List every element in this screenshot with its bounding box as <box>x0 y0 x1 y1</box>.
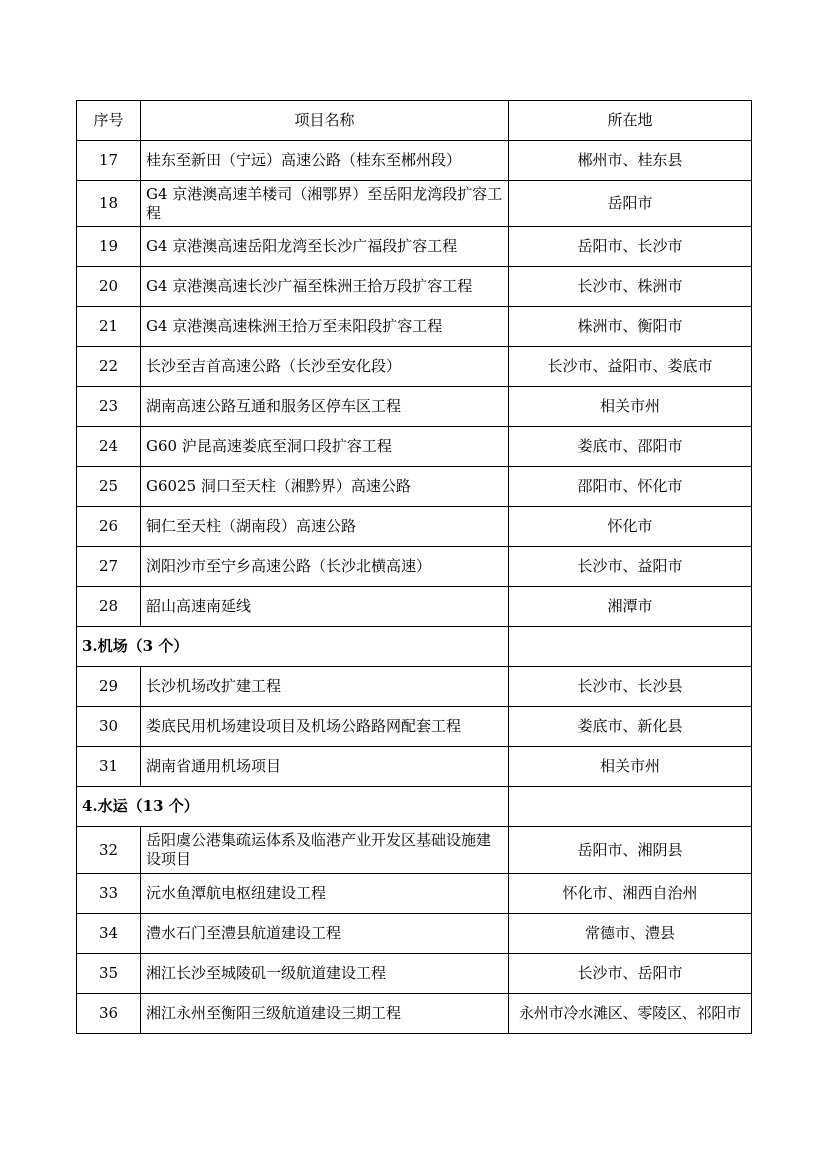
row-name: 湖南高速公路互通和服务区停车区工程 <box>141 387 509 427</box>
row-name: G6025 洞口至天柱（湘黔界）高速公路 <box>141 467 509 507</box>
row-name: G4 京港澳高速长沙广福至株洲王拾万段扩容工程 <box>141 267 509 307</box>
table-row <box>77 914 752 954</box>
section-title-airport: 3.机场（3 个） <box>77 627 509 667</box>
table-row <box>77 994 752 1034</box>
row-location: 湘潭市 <box>509 587 752 627</box>
table-row <box>77 227 752 267</box>
row-name: 湖南省通用机场项目 <box>141 747 509 787</box>
row-location: 永州市冷水滩区、零陵区、祁阳市 <box>509 994 752 1034</box>
section-empty-cell <box>509 787 752 827</box>
row-num: 31 <box>77 747 141 787</box>
section-title-water: 4.水运（13 个） <box>77 787 509 827</box>
row-location: 岳阳市、长沙市 <box>509 227 752 267</box>
table-row <box>77 181 752 227</box>
row-location: 岳阳市 <box>509 181 752 227</box>
row-num: 23 <box>77 387 141 427</box>
row-num: 26 <box>77 507 141 547</box>
table-row <box>77 747 752 787</box>
table-row <box>77 954 752 994</box>
row-name: 铜仁至天柱（湖南段）高速公路 <box>141 507 509 547</box>
row-location: 怀化市、湘西自治州 <box>509 874 752 914</box>
table-row <box>77 707 752 747</box>
row-num: 19 <box>77 227 141 267</box>
row-name: 长沙至吉首高速公路（长沙至安化段） <box>141 347 509 387</box>
row-num: 36 <box>77 994 141 1034</box>
row-name: 湘江长沙至城陵矶一级航道建设工程 <box>141 954 509 994</box>
row-num: 22 <box>77 347 141 387</box>
section-empty-cell <box>509 627 752 667</box>
row-num: 29 <box>77 667 141 707</box>
row-location: 相关市州 <box>509 747 752 787</box>
table-row <box>77 387 752 427</box>
section-row-water <box>77 787 752 827</box>
row-location: 相关市州 <box>509 387 752 427</box>
header-num: 序号 <box>77 101 141 141</box>
table-body <box>77 141 752 1034</box>
row-location: 郴州市、桂东县 <box>509 141 752 181</box>
row-name: 浏阳沙市至宁乡高速公路（长沙北横高速） <box>141 547 509 587</box>
table-row <box>77 587 752 627</box>
table-header <box>77 101 752 141</box>
row-location: 长沙市、长沙县 <box>509 667 752 707</box>
table-row <box>77 307 752 347</box>
row-num: 28 <box>77 587 141 627</box>
row-location: 长沙市、益阳市、娄底市 <box>509 347 752 387</box>
row-location: 娄底市、邵阳市 <box>509 427 752 467</box>
row-name: 长沙机场改扩建工程 <box>141 667 509 707</box>
row-location: 长沙市、岳阳市 <box>509 954 752 994</box>
table-row <box>77 347 752 387</box>
table-row <box>77 141 752 181</box>
row-location: 邵阳市、怀化市 <box>509 467 752 507</box>
row-location: 岳阳市、湘阴县 <box>509 827 752 874</box>
table-row <box>77 507 752 547</box>
row-name: G4 京港澳高速岳阳龙湾至长沙广福段扩容工程 <box>141 227 509 267</box>
row-num: 18 <box>77 181 141 227</box>
row-name: 韶山高速南延线 <box>141 587 509 627</box>
table-row <box>77 547 752 587</box>
table-row <box>77 467 752 507</box>
row-name: G60 沪昆高速娄底至洞口段扩容工程 <box>141 427 509 467</box>
table-row <box>77 667 752 707</box>
row-num: 33 <box>77 874 141 914</box>
row-num: 30 <box>77 707 141 747</box>
row-location: 长沙市、益阳市 <box>509 547 752 587</box>
row-num: 25 <box>77 467 141 507</box>
row-name: 岳阳虞公港集疏运体系及临港产业开发区基础设施建设项目 <box>141 827 509 874</box>
row-num: 24 <box>77 427 141 467</box>
row-name: 澧水石门至澧县航道建设工程 <box>141 914 509 954</box>
row-name: 沅水鱼潭航电枢纽建设工程 <box>141 874 509 914</box>
header-location: 所在地 <box>509 101 752 141</box>
header-row <box>77 101 752 141</box>
row-location: 长沙市、株洲市 <box>509 267 752 307</box>
row-name: 娄底民用机场建设项目及机场公路路网配套工程 <box>141 707 509 747</box>
row-location: 怀化市 <box>509 507 752 547</box>
row-num: 32 <box>77 827 141 874</box>
table-row <box>77 267 752 307</box>
row-num: 17 <box>77 141 141 181</box>
table-row <box>77 427 752 467</box>
header-name: 项目名称 <box>141 101 509 141</box>
project-table <box>76 100 752 1034</box>
row-name: G4 京港澳高速羊楼司（湘鄂界）至岳阳龙湾段扩容工程 <box>141 181 509 227</box>
row-num: 21 <box>77 307 141 347</box>
table-row <box>77 827 752 874</box>
row-num: 35 <box>77 954 141 994</box>
row-location: 常德市、澧县 <box>509 914 752 954</box>
row-location: 株洲市、衡阳市 <box>509 307 752 347</box>
table-row <box>77 874 752 914</box>
row-name: 湘江永州至衡阳三级航道建设三期工程 <box>141 994 509 1034</box>
row-num: 20 <box>77 267 141 307</box>
row-location: 娄底市、新化县 <box>509 707 752 747</box>
section-row-airport <box>77 627 752 667</box>
row-name: G4 京港澳高速株洲王拾万至耒阳段扩容工程 <box>141 307 509 347</box>
row-num: 27 <box>77 547 141 587</box>
row-num: 34 <box>77 914 141 954</box>
row-name: 桂东至新田（宁远）高速公路（桂东至郴州段） <box>141 141 509 181</box>
